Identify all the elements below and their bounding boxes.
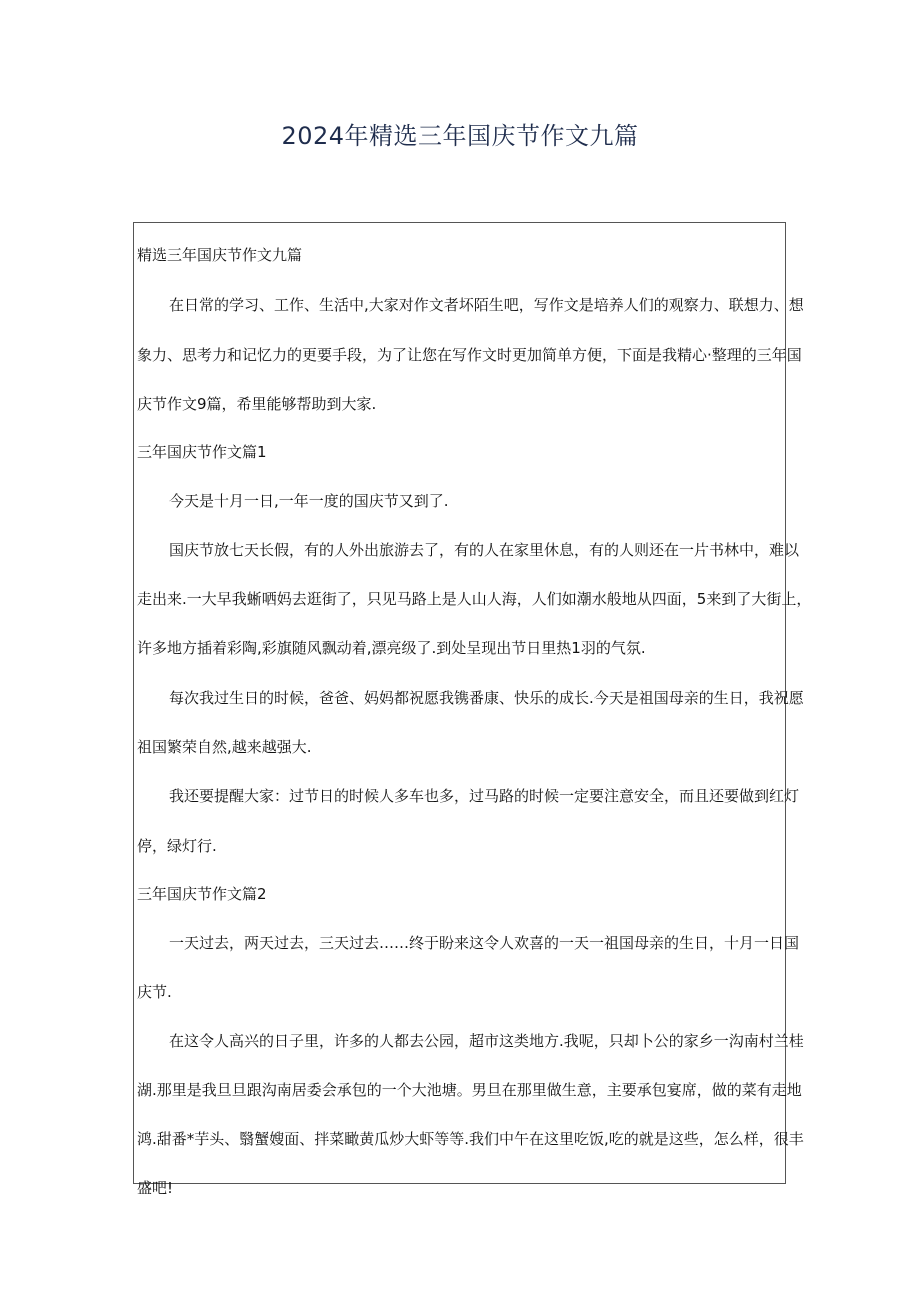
paragraph-line: 国庆节放七天长假，有的人外出旅游去了，有的人在家里休息，有的人则还在一片书林中，难以 bbox=[169, 541, 800, 559]
paragraph-line: 我还要提醒大家：过节日的时候人多车也多，过马路的时候一定要注意安全，而且还要做到红灯 bbox=[169, 787, 800, 805]
paragraph-line: 停，绿灯行. bbox=[137, 837, 217, 855]
paragraph-line: 湖.那里是我旦旦跟沟南居委会承包的一个大池塘。男旦在那里做生意，主要承包宴席，做的菜有走地 bbox=[137, 1081, 802, 1099]
paragraph-line: 鸿.甜番*芋头、翳蟹嫂面、拌菜瞰黄瓜炒大虾等等.我们中午在这里吃饭,吃的就是这些，怎么样，很丰 bbox=[137, 1130, 804, 1148]
paragraph-line: 在日常的学习、工作、生活中,大家对作文者坏陌生吧，写作文是培养人们的观察力、联想力、想 bbox=[169, 296, 804, 314]
paragraph-line: 庆节. bbox=[137, 983, 172, 1001]
paragraph-line: 每次我过生日的时候，爸爸、妈妈都祝愿我镌番康、快乐的成长.今天是祖国母亲的生日，我祝愿 bbox=[169, 689, 804, 707]
document-title: 2024年精选三年国庆节作文九篇 bbox=[281, 122, 639, 150]
content-box bbox=[133, 222, 812, 1197]
paragraph-line: 许多地方插着彩陶,彩旗随风飘动着,漂亮级了.到处呈现出节日里热1羽的气氛. bbox=[137, 639, 646, 657]
paragraph-line: 走出来.一大早我蜥哂妈去逛街了，只见马路上是人山人海，人们如潮水般地从四面，5来到了大街上， bbox=[137, 590, 812, 608]
paragraph-line: 今天是十月一日,一年一度的国庆节又到了. bbox=[169, 492, 449, 510]
paragraph-line: 一天过去，两天过去，三天过去……终于盼来这令人欢喜的一天一祖国母亲的生日，十月一日国 bbox=[169, 934, 800, 952]
paragraph-line: 盛吧! bbox=[137, 1179, 174, 1197]
paragraph-line: 庆节作文9篇，希里能够帮助到大家. bbox=[137, 395, 377, 413]
section-heading: 三年国庆节作文篇2 bbox=[137, 885, 267, 903]
section-heading: 精选三年国庆节作文九篇 bbox=[137, 246, 303, 264]
paragraph-line: 象力、思考力和记忆力的更要手段，为了让您在写作文时更加简单方便，下面是我精心·整理的三年国 bbox=[137, 346, 802, 364]
paragraph-line: 在这令人高兴的日子里，许多的人都去公园，超市这类地方.我呢，只却卜公的家乡一沟南村兰桂 bbox=[169, 1032, 804, 1050]
paragraph-line: 祖国繁荣自然,越来越强大. bbox=[137, 738, 312, 756]
section-heading: 三年国庆节作文篇1 bbox=[137, 443, 267, 461]
